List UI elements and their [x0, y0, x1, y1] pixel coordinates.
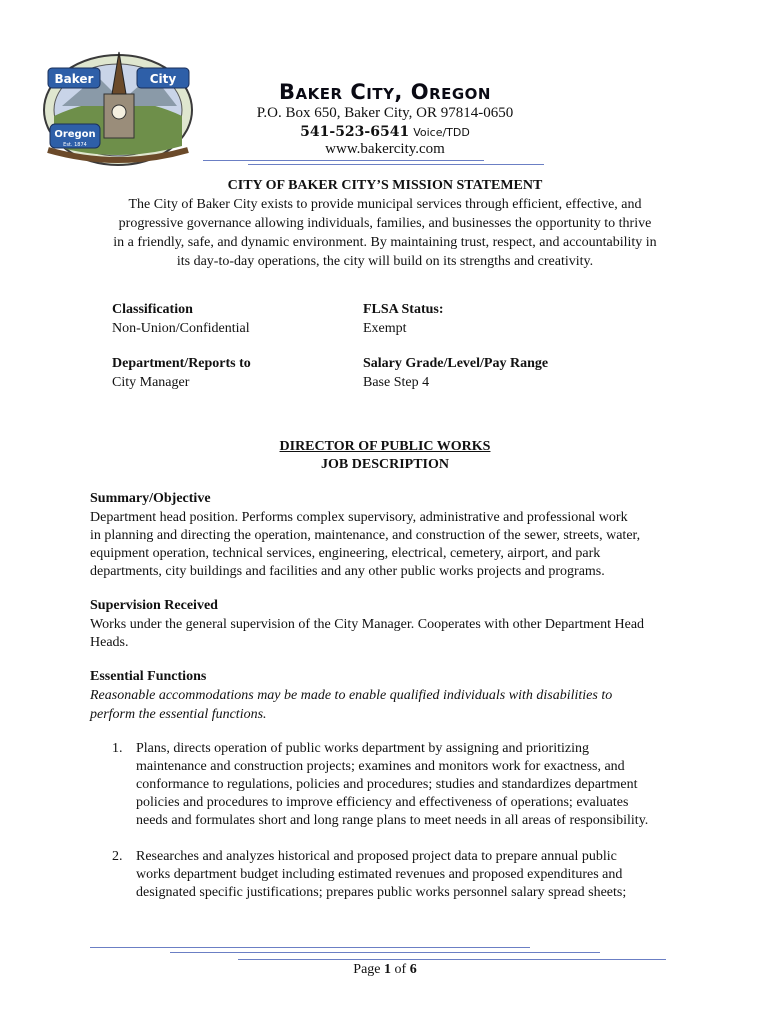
list-item-number: 1.	[112, 741, 123, 756]
seal-oregon-text: Oregon	[54, 129, 96, 140]
mission-statement	[90, 195, 680, 271]
essential-heading: Essential Functions	[90, 669, 207, 684]
city-phone	[210, 124, 560, 141]
summary-line: in planning and directing the operation, maintenance, and construction of the sewer, streets, water,	[90, 528, 641, 543]
mission-line: progressive governance allowing individuals, families, and businesses the opportunity to thrive	[118, 216, 652, 231]
footer-rule	[170, 952, 600, 953]
header-rule	[248, 164, 544, 165]
flsa-label: FLSA Status:	[363, 302, 444, 317]
list-item	[112, 740, 680, 830]
city-website[interactable]: www.bakercity.com	[325, 141, 445, 157]
list-item-line: works department budget including estimated revenues and proposed expenditures and	[136, 867, 623, 882]
salary-label: Salary Grade/Level/Pay Range	[363, 356, 549, 371]
supervision-line: Heads.	[90, 635, 129, 650]
job-title: DIRECTOR OF PUBLIC WORKS	[279, 439, 491, 454]
supervision-text	[90, 616, 680, 652]
mission-line: The City of Baker City exists to provide municipal services through efficient, effective, and	[128, 197, 642, 212]
summary-line: departments, city buildings and facilities and any other public works projects and programs.	[90, 564, 605, 579]
list-item-line: needs and formulates short and long range plans to meet needs in all areas of responsibility.	[136, 813, 649, 828]
seal-city-text: City	[149, 72, 177, 86]
essential-note-line: Reasonable accommodations may be made to enable qualified individuals with disabilities to	[90, 688, 613, 703]
city-title: Baker City, Oregon	[279, 80, 491, 104]
phone-number: 541-523-6541	[300, 124, 410, 140]
phone-suffix: Voice/TDD	[413, 126, 470, 139]
job-subtitle: JOB DESCRIPTION	[321, 457, 449, 472]
mission-line: in a friendly, safe, and dynamic environment. By maintaining trust, respect, and accountability in	[113, 235, 657, 250]
essential-note-line: perform the essential functions.	[90, 707, 267, 722]
department-value: City Manager	[112, 375, 190, 390]
page-number	[0, 962, 770, 978]
list-item-line: designated specific justifications; prepares public works personnel salary spread sheets;	[136, 885, 627, 900]
list-item-text	[112, 848, 680, 902]
list-item-text	[112, 740, 680, 830]
page-current: 1	[384, 962, 392, 977]
supervision-heading: Supervision Received	[90, 598, 218, 613]
summary-text	[90, 509, 680, 581]
city-address: P.O. Box 650, Baker City, OR 97814-0650	[256, 105, 514, 121]
list-item-line: Researches and analyzes historical and proposed project data to prepare annual public	[136, 849, 617, 864]
page-of: of	[394, 962, 407, 977]
list-item	[112, 848, 680, 902]
classification-value: Non-Union/Confidential	[112, 321, 250, 336]
department-label: Department/Reports to	[112, 356, 251, 371]
job-title-block	[0, 438, 770, 474]
list-item-line: policies and procedures to improve efficiency and effectiveness of operations; evaluates	[136, 795, 629, 810]
flsa-value: Exempt	[363, 321, 407, 336]
supervision-line: Works under the general supervision of the City Manager. Cooperates with other Department Head	[90, 617, 645, 632]
city-seal-logo	[42, 46, 194, 168]
page-prefix: Page	[353, 962, 381, 977]
essential-note	[90, 686, 680, 724]
mission-heading: CITY OF BAKER CITY’S MISSION STATEMENT	[227, 178, 543, 193]
classification-label: Classification	[112, 302, 193, 317]
header-rule	[203, 160, 484, 161]
summary-line: Department head position. Performs complex supervisory, administrative and professional work	[90, 510, 628, 525]
footer-rule	[90, 947, 530, 948]
salary-value: Base Step 4	[363, 375, 430, 390]
footer-rule	[238, 959, 666, 960]
list-item-line: conformance to regulations, policies and procedures; studies and standardizes department	[136, 777, 638, 792]
summary-heading: Summary/Objective	[90, 491, 211, 506]
list-item-line: Plans, directs operation of public works department by assigning and prioritizing	[136, 741, 589, 756]
seal-baker-text: Baker	[54, 72, 94, 86]
list-item-number: 2.	[112, 849, 123, 864]
summary-line: equipment operation, technical services, engineering, electrical, cemetery, airport, and park	[90, 546, 601, 561]
seal-est-text: Est. 1874	[63, 142, 87, 148]
list-item-line: maintenance and construction projects; examines and monitors work for exactness, and	[136, 759, 625, 774]
mission-line: its day-to-day operations, the city will build on its strengths and creativity.	[176, 254, 594, 269]
page-total: 6	[409, 962, 417, 977]
